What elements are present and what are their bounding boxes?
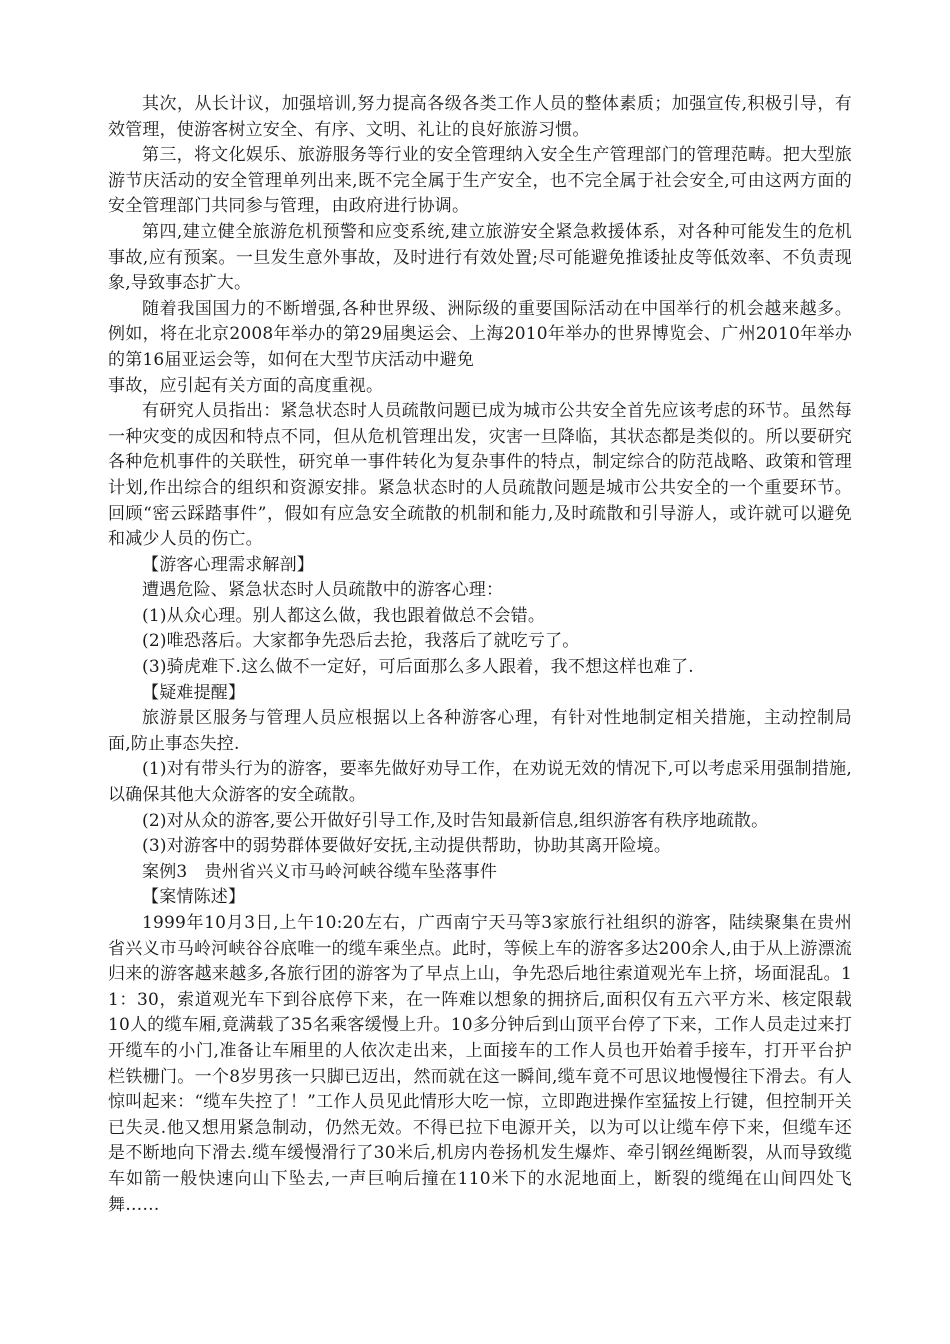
list-item-leaders: (1)对有带头行为的游客，要率先做好劝导工作，在劝说无效的情况下,可以考虑采用强制措施,以确保其他大众游客的安全疏散。	[108, 759, 852, 806]
list-item-followers: (2)对从众的游客,要公开做好引导工作,及时告知最新信息,组织游客有秩序地疏散。	[142, 810, 769, 831]
paragraph-psychology-intro: 遭遇危险、紧急状态时人员疏散中的游客心理：	[142, 580, 504, 601]
paragraph-international-events: 随着我国国力的不断增强,各种世界级、洲际级的重要国际活动在中国举行的机会越来越多。例如，将在北京2008年举办的第29届奥运会、上海2010年举办的世界博览会、广州2010年举办的第16届亚运会等，如何在大型节庆活动中避免	[108, 298, 852, 370]
section-heading-reminder: 【疑难提醒】	[142, 682, 246, 703]
paragraph-third: 第三，将文化娱乐、旅游服务等行业的安全管理纳入安全生产管理部门的管理范畴。把大型旅游节庆活动的安全管理单列出来,既不完全属于生产安全，也不完全属于社会安全,可由这两方面的安全管理部门共同参与管理，由政府进行协调。	[108, 145, 852, 217]
section-heading-case-statement: 【案情陈述】	[142, 887, 246, 908]
list-item-fear-of-lagging: (2)唯恐落后。大家都争先恐后去抢，我落后了就吃亏了。	[142, 631, 580, 652]
case-title: 案例3 贵州省兴义市马岭河峡谷缆车坠落事件	[142, 861, 498, 882]
document-page	[108, 92, 858, 1218]
list-item-conformity: (1)从众心理。别人都这么做，我也跟着做总不会错。	[142, 605, 546, 626]
paragraph-fourth: 第四,建立健全旅游危机预警和应变系统,建立旅游安全紧急救援体系，对各种可能发生的危机事故,应有预案。一旦发生意外事故，及时进行有效处置;尽可能避免推诿扯皮等低效率、不负责现象,导致事态扩大。	[108, 221, 852, 294]
section-heading-psychology: 【游客心理需求解剖】	[142, 554, 314, 575]
paragraph-international-events-cont: 事故，应引起有关方面的高度重视。	[108, 375, 384, 396]
list-item-no-turning-back: (3)骑虎难下.这么做不一定好，可后面那么多人跟着，我不想这样也难了.	[142, 657, 694, 678]
paragraph-case-statement: 1999年10月3日,上午10:20左右，广西南宁天马等3家旅行社组织的游客，陆续聚集在贵州省兴义市马岭河峡谷谷底唯一的缆车乘坐点。此时，等候上车的游客多达200余人,由于从上游漂流归来的游客越来越多,各旅行团的游客为了早点上山，争先恐后地往索道观光车上挤，场面混乱。1 1：30，索道观光车下到谷底停下来，在一阵难以想象的拥挤后,面积仅有五六平方米、核定限载10人的缆车厢,竟满载了35名乘客缓慢上升。10多分钟后到山顶平台停了下来，工作人员走过来打开缆车的小门,准备让车厢里的人依次走出来，上面接车的工作人员也开始着手接车，打开平台护栏铁栅门。一个8岁男孩一只脚已迈出，然而就在这一瞬间,缆车竟不可思议地慢慢往下滑去。有人惊叫起来：“缆车失控了！”工作人员见此情形大吃一惊，立即跑进操作室猛按上行键，但控制开关已失灵.他又想用紧急制动，仍然无效。不得已拉下电源开关，以为可以让缆车停下来，但缆车还是不断地向下滑去.缆车缓慢滑行了30米后,机房内卷扬机发生爆炸、牵引钢丝绳断裂，从而导致缆车如箭一般快速向山下坠去,一声巨响后撞在110米下的水泥地面上，断裂的缆绳在山间四处飞舞……	[108, 913, 858, 1215]
paragraph-research: 有研究人员指出：紧急状态时人员疏散问题已成为城市公共安全首先应该考虑的环节。虽然每一种灾变的成因和特点不同，但从危机管理出发，灾害一旦降临，其状态都是类似的。所以要研究各种危机事件的关联性，研究单一事件转化为复杂事件的特点，制定综合的防范战略、政策和管理计划,作出综合的组织和资源安排。紧急状态时的人员疏散问题是城市公共安全的一个重要环节。回顾“密云踩踏事件”，假如有应急安全疏散的机制和能力,及时疏散和引导游人，或许就可以避免和减少人员的伤亡。	[108, 401, 852, 550]
list-item-vulnerable: (3)对游客中的弱势群体要做好安抚,主动提供帮助，协助其离开险境。	[142, 836, 672, 857]
paragraph-training: 其次，从长计议，加强培训,努力提高各级各类工作人员的整体素质；加强宣传,积极引导，有效管理，使游客树立安全、有序、文明、礼让的良好旅游习惯。	[108, 94, 852, 140]
paragraph-reminder: 旅游景区服务与管理人员应根据以上各种游客心理，有针对性地制定相关措施，主动控制局面,防止事态失控.	[108, 708, 852, 754]
